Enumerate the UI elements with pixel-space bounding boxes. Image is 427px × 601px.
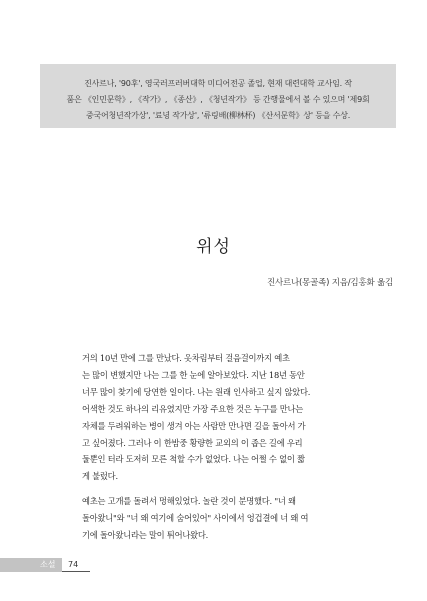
story-title: 위성 (196, 237, 231, 257)
body-line: 기에 돌아왔니라는 말이 튀어나왔다. (82, 530, 209, 541)
body-line: 고 싶어졌다. 그러나 이 한밤중 황량한 교외의 이 좁은 길에 우리 (82, 437, 303, 448)
body-line: 돌아왔니"와 "너 왜 여기에 숨어있어" 사이에서 엉겁결에 너 왜 여 (82, 513, 309, 524)
body-line: 예초는 고개를 돌려서 멍해있었다. 놀란 것이 분명했다. "너 왜 (82, 496, 296, 507)
body-line: 게 불렀다. (82, 471, 118, 482)
body-line: 거의 10년 만에 그를 만났다. 옷차림부터 걸음걸이까지 예초 (82, 353, 290, 363)
footer-rule (62, 571, 90, 572)
bio-line: 중국어청년작가상', '료녕 작가상', '류링배(柳林杯) 《산서문학》상' 등을 수상. (85, 111, 351, 120)
bio-line: 진사르나, '90후', 영국러프러버대학 미디어전공 졸업, 현재 대련대학 교사임. 작 (84, 79, 352, 88)
page-number: 74 (68, 560, 79, 569)
body-line: 너무 많이 찾기에 당연한 일이다. 나는 원래 인사하고 싶지 않았다. (82, 386, 311, 397)
body-line: 어색한 것도 하나의 리유였지만 가장 주요한 것은 누구를 만나는 (82, 403, 303, 414)
section-label: 소설 (40, 560, 56, 569)
story-body (82, 350, 370, 544)
bio-line: 품은 《인민문학》, 《작가》, 《종산》, 《청년작가》 등 간행물에서 볼 수 있으며 '제9회 (66, 95, 370, 104)
body-line: 자체를 두려워하는 병이 생겨 아는 사람만 만나면 길을 돌아서 가 (82, 420, 306, 431)
author-translator-byline: 진사르나(몽골족) 지음/김홍화 옮김 (266, 278, 393, 288)
body-line: 둘뿐인 터라 도저히 모른 척할 수가 없었다. 나는 어쩔 수 없이 짧 (82, 454, 305, 465)
body-line: 는 많이 변했지만 나는 그를 한 눈에 알아보았다. 지난 18년 동안 (82, 369, 305, 380)
author-bio-box (40, 64, 396, 128)
paragraph-gap (82, 485, 370, 493)
page-footer (0, 558, 90, 572)
